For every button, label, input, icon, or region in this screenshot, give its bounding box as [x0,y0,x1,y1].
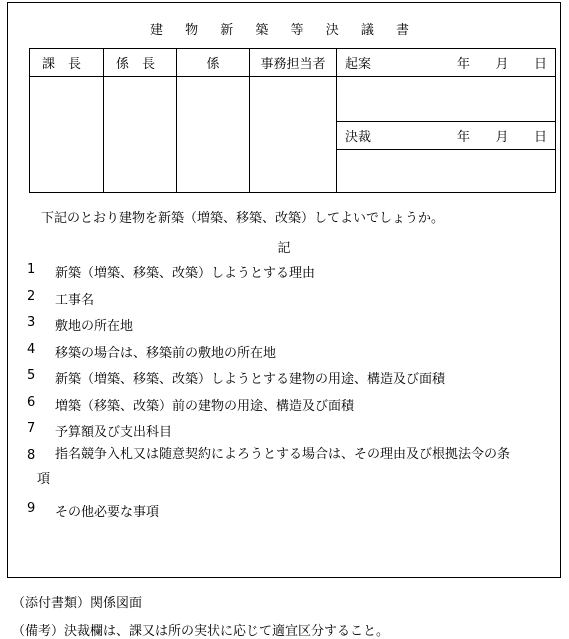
seal-box-kacho[interactable] [30,77,104,193]
kessai-month: 月 [495,130,509,145]
kessai-year: 年 [457,130,471,145]
kessai-label: 決裁 [345,130,372,145]
kian-month: 月 [495,57,509,72]
item-number: 8 [27,447,36,463]
item-number: 1 [27,262,36,277]
kian-label: 起案 [345,57,372,72]
list-item [27,315,567,342]
item-text: 新築（増築、移築、改築）しようとする建物の用途、構造及び面積 [55,372,446,387]
item-number: 3 [27,315,36,330]
kian-day: 日 [533,57,547,72]
item-number: 2 [27,288,36,304]
list-item [27,342,567,369]
item-number: 5 [27,368,36,383]
item-text: 移築の場合は、移築前の敷地の所在地 [55,345,277,361]
list-item [27,448,567,501]
seal-box-kakaricho[interactable] [104,77,177,193]
kian-year: 年 [457,57,471,72]
item-text: 増築（移築、改築）前の建物の用途、構造及び面積 [55,398,355,414]
item-text: 予算額及び支出科目 [55,425,173,440]
list-item [27,368,567,395]
list-item [27,289,567,316]
kessai-date-row [337,122,556,150]
item-number: 9 [27,500,36,516]
item-text: 新築（増築、移築、改築）しようとする理由 [55,266,316,281]
intro-text: 下記のとおり建物を新築（増築、移築、改築）してよいでしょうか。 [41,211,445,226]
header-kacho: 課 長 [30,49,104,77]
kian-seal-box[interactable] [337,77,556,122]
kian-date-row [337,49,556,77]
header-jimu-tantosha: 事務担当者 [250,49,337,77]
list-item [27,262,567,289]
item-number: 4 [27,341,36,357]
kessai-seal-box[interactable] [337,150,556,193]
attachments-note: （添付書類）関係図面 [12,596,143,611]
item-text: その他必要な事項 [55,504,160,520]
item-text-continuation: 項 [37,471,51,487]
document-title: 建 物 新 築 等 決 議 書 [150,23,418,38]
remarks-note: （備考）決裁欄は、課又は所の実状に応じて適宜区分すること。 [12,624,390,639]
item-text: 工事名 [55,292,95,308]
ki-heading: 記 [277,241,291,256]
list-item [27,501,567,528]
document-frame [7,2,561,578]
item-text: 敷地の所在地 [55,319,134,334]
seal-box-jimu-tantosha[interactable] [250,77,337,193]
item-text: 指名競争入札又は随意契約によろうとする場合は、その理由及び根拠法令の条 [55,446,511,462]
approval-table [29,48,556,193]
list-item [27,395,567,422]
item-number: 6 [27,394,36,410]
header-kakaricho: 係 長 [104,49,177,77]
item-number: 7 [27,421,36,436]
kessai-day: 日 [533,130,547,145]
header-kakari: 係 [177,49,250,77]
seal-box-kakari[interactable] [177,77,250,193]
item-list [27,262,567,527]
